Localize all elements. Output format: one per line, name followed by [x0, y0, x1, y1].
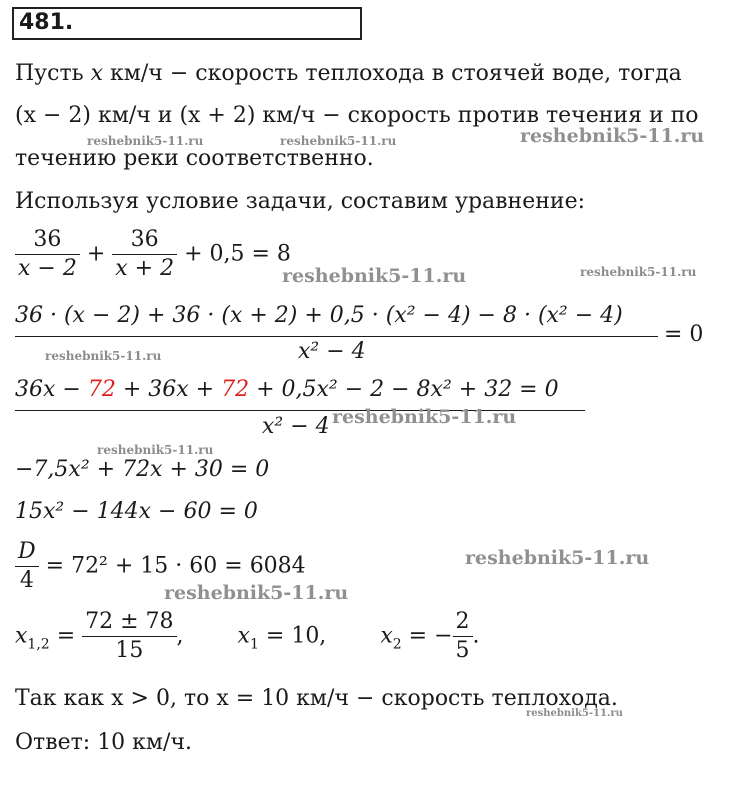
problem-number-box	[12, 7, 362, 40]
answer: Ответ: 10 км/ч.	[15, 730, 192, 755]
watermark: reshebnik5-11.ru	[282, 265, 467, 287]
equation-4: −7,5x² + 72x + 30 = 0	[15, 457, 270, 482]
highlight-72-positive: 72	[221, 377, 250, 402]
equation-2-fraction-bar	[15, 336, 658, 337]
watermark: reshebnik5-11.ru	[280, 134, 397, 148]
watermark: reshebnik5-11.ru	[332, 406, 517, 428]
watermark: reshebnik5-11.ru	[87, 134, 204, 148]
watermark: reshebnik5-11.ru	[45, 349, 162, 363]
fraction-2: $\frac{36}{x + 2}$	[112, 226, 177, 283]
equation-1: $\frac{36}{x - 2}$ + $\frac{36}{x + 2}$ + 0,5 = 8	[15, 226, 291, 283]
intro-line-2: (x − 2) км/ч и (x + 2) км/ч − скорость против течения и по	[15, 103, 699, 128]
fraction-1: $\frac{36}{x - 2}$	[15, 226, 80, 283]
equation-intro: Используя условие задачи, составим уравнение:	[15, 189, 586, 214]
equation-2-rhs: = 0	[664, 322, 704, 347]
intro-line-3: течению реки соответственно.	[15, 146, 374, 171]
fraction-x2: $\frac{2}{5}$	[453, 608, 473, 665]
equation-3-denominator: x² − 4	[262, 414, 330, 439]
watermark: reshebnik5-11.ru	[520, 125, 705, 147]
equation-6: $\frac{D}{4}$ = 72² + 15 · 60 = 6084	[15, 538, 306, 595]
watermark: reshebnik5-11.ru	[465, 547, 650, 569]
watermark: reshebnik5-11.ru	[164, 582, 349, 604]
equation-2-denominator: x² − 4	[298, 339, 366, 364]
watermark: reshebnik5-11.ru	[97, 443, 214, 457]
fraction-d-over-4: $\frac{D}{4}$	[15, 538, 39, 595]
equation-3-numerator: 36x − 72 + 36x + 72 + 0,5x² − 2 − 8x² + 32 = 0	[15, 377, 559, 402]
intro-line-1: Пусть x км/ч − скорость теплохода в стоячей воде, тогда	[15, 61, 682, 86]
conclusion: Так как x > 0, то x = 10 км/ч − скорость теплохода.	[15, 686, 618, 711]
problem-number: 481.	[19, 10, 74, 35]
watermark: reshebnik5-11.ru	[580, 265, 697, 279]
equation-5: 15x² − 144x − 60 = 0	[15, 499, 258, 524]
watermark: reshebnik5-11.ru	[526, 708, 623, 719]
highlight-72-negative: 72	[87, 377, 116, 402]
fraction-roots: $\frac{72 \pm 78}{15}$	[82, 608, 176, 665]
equation-7: $x_{1,2}$ = $\frac{72 \pm 78}{15}$ , $x_1 = 10$, $x_2$ = − $\frac{2}{5}$ .	[15, 609, 480, 663]
equation-2-numerator: 36 · (x − 2) + 36 · (x + 2) + 0,5 · (x² − 4) − 8 · (x² − 4)	[15, 303, 623, 328]
